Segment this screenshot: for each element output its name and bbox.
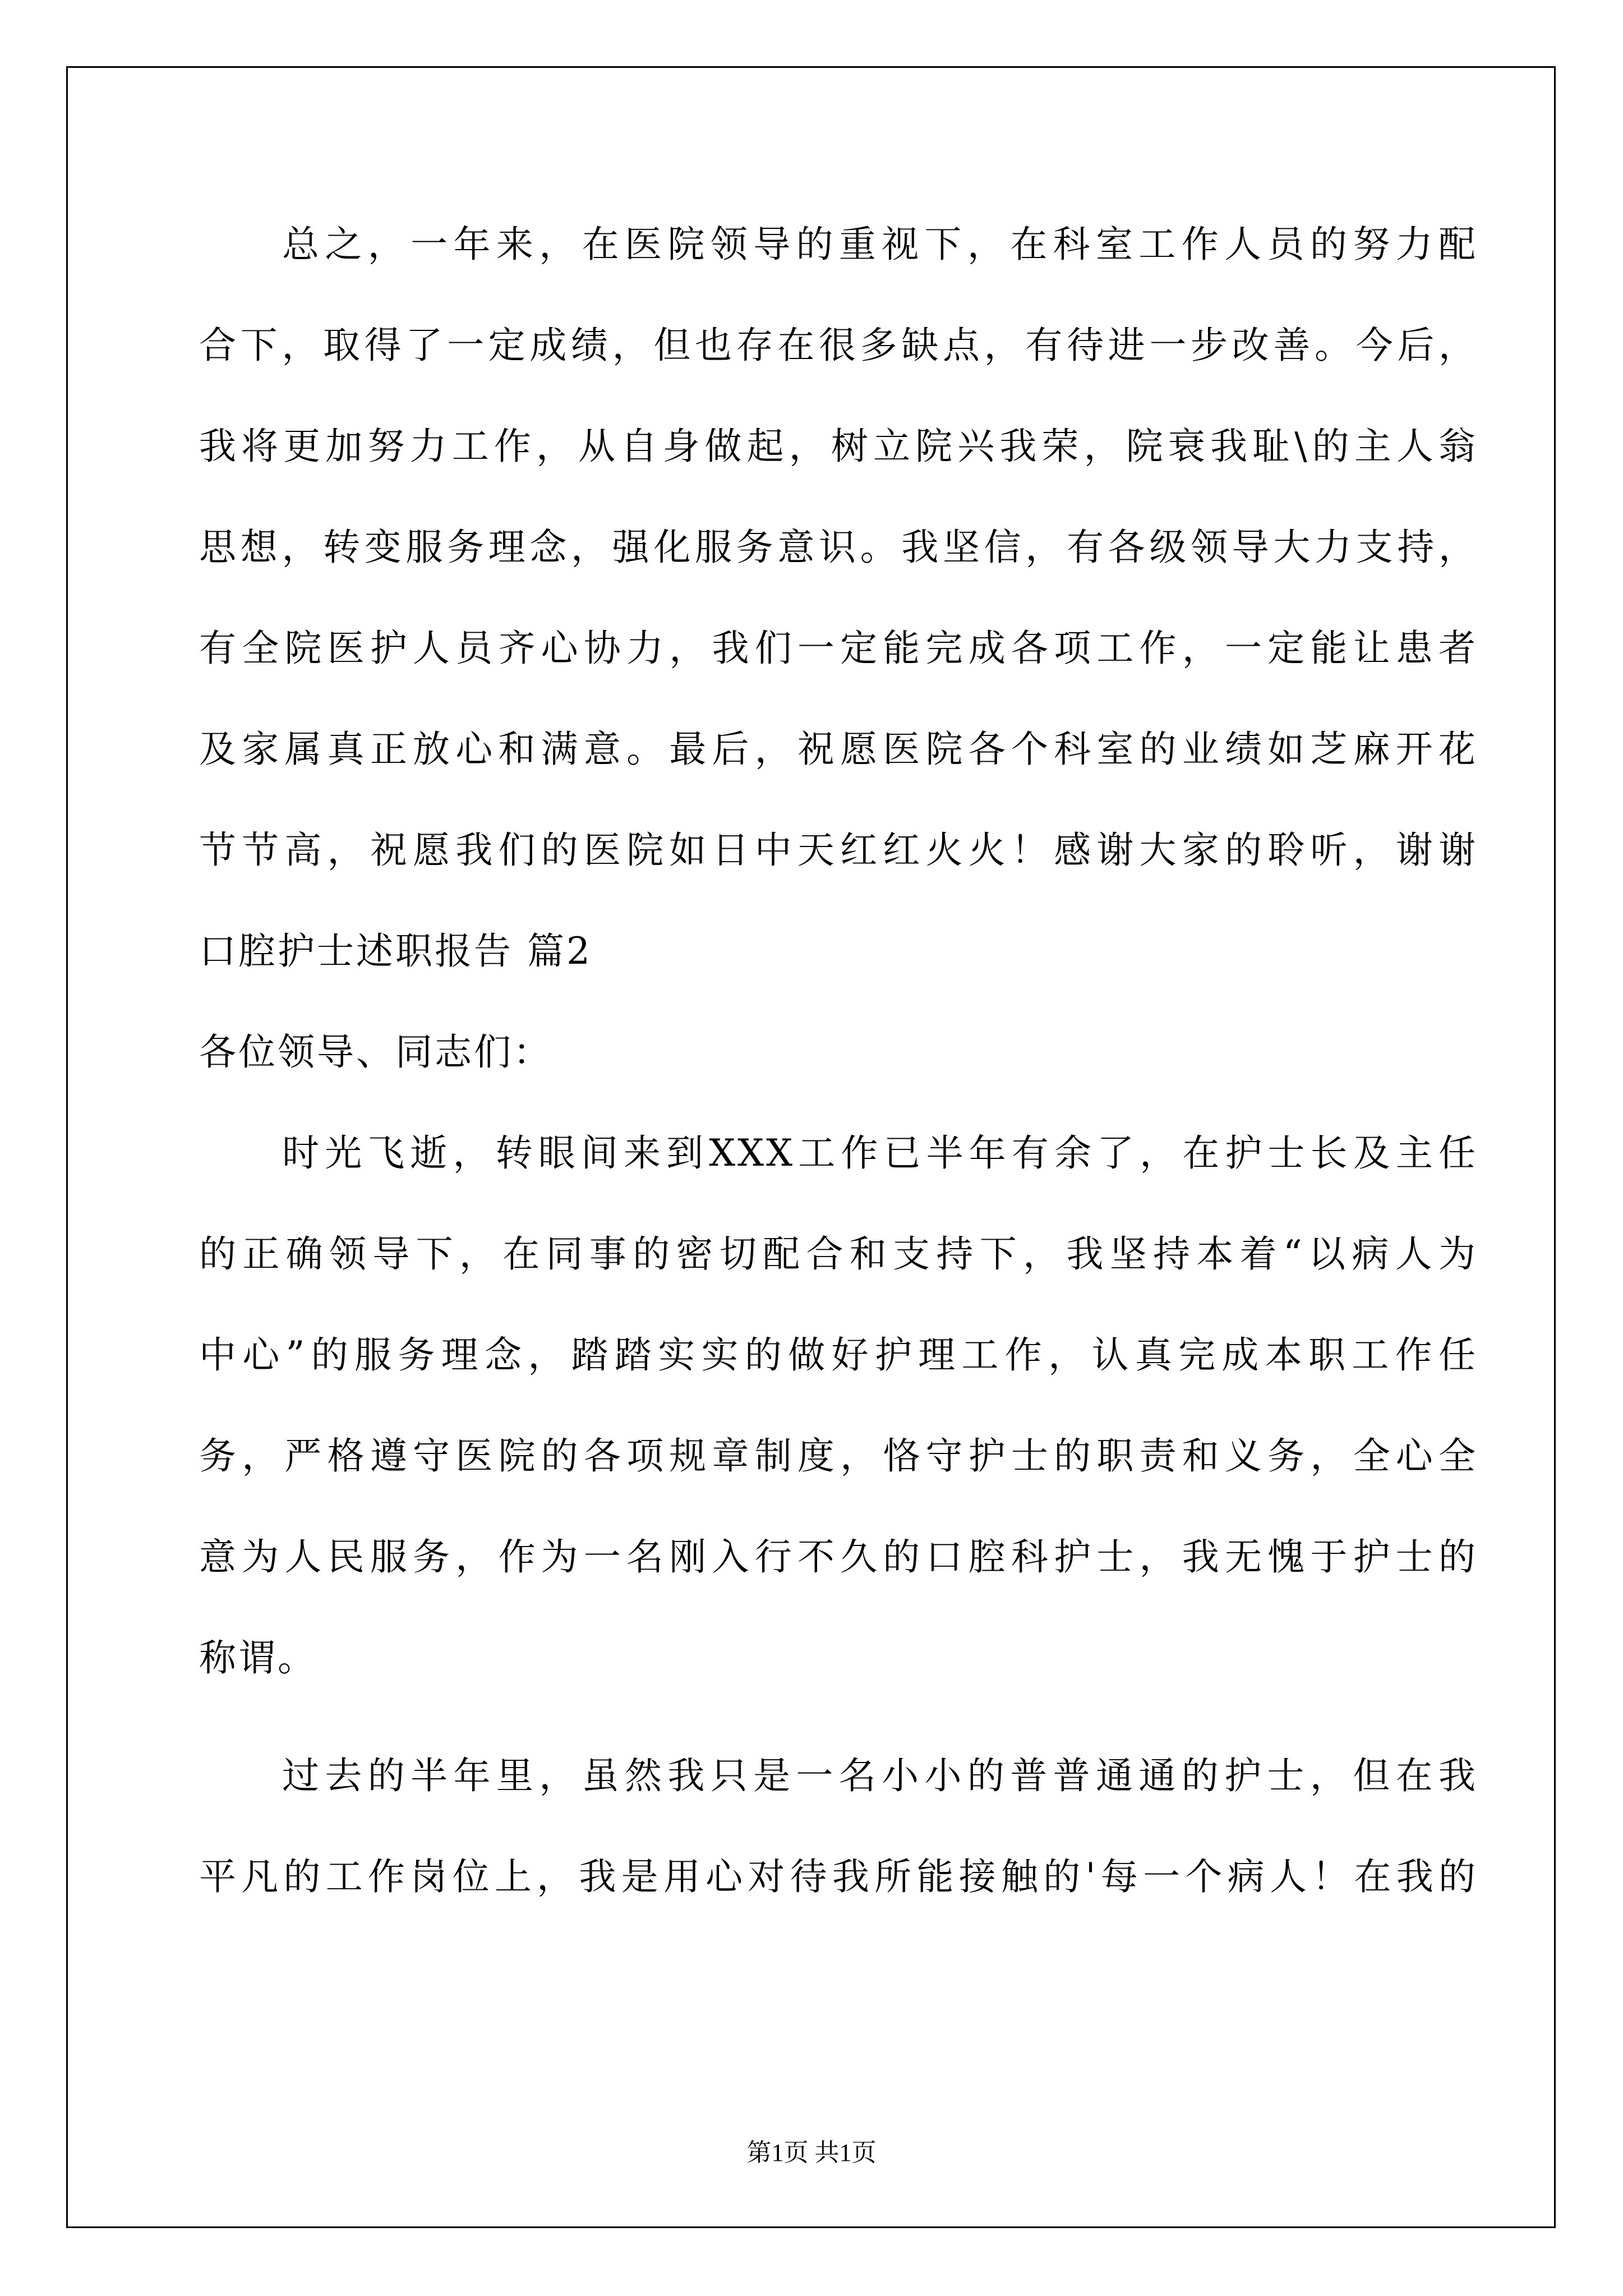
text-line: 及家属真正放心和满意。最后，祝愿医院各个科室的业绩如芝麻开花 bbox=[199, 728, 1478, 771]
text-line: 平凡的工作岗位上，我是用心对待我所能接触的'每一个病人！在我的 bbox=[199, 1855, 1478, 1898]
text-line: 时光飞逝，转眼间来到XXX工作已半年有余了，在护士长及主任 bbox=[282, 1131, 1478, 1175]
text-line: 合下，取得了一定成绩，但也存在很多缺点，有待进一步改善。今后， bbox=[199, 324, 1478, 367]
text-line: 有全院医护人员齐心协力，我们一定能完成各项工作，一定能让患者 bbox=[199, 627, 1478, 670]
page-footer: 第1页 共1页 bbox=[746, 2139, 877, 2166]
text-line: 思想，转变服务理念，强化服务意识。我坚信，有各级领导大力支持， bbox=[199, 526, 1478, 569]
section-heading: 口腔护士述职报告 篇2 bbox=[199, 930, 592, 973]
text-line: 我将更加努力工作，从自身做起，树立院兴我荣，院衰我耻\的主人翁 bbox=[199, 425, 1478, 468]
text-line: 称谓。 bbox=[199, 1636, 317, 1680]
text-line: 务，严格遵守医院的各项规章制度，恪守护士的职责和义务，全心全 bbox=[199, 1434, 1478, 1478]
text-line: 过去的半年里，虽然我只是一名小小的普普通通的护士，但在我 bbox=[282, 1754, 1478, 1797]
text-line: 节节高，祝愿我们的医院如日中天红红火火！感谢大家的聆听，谢谢 bbox=[199, 829, 1478, 872]
text-line: 意为人民服务，作为一名刚入行不久的口腔科护士，我无愧于护士的 bbox=[199, 1535, 1478, 1579]
text-line: 中心”的服务理念，踏踏实实的做好护理工作，认真完成本职工作任 bbox=[199, 1333, 1478, 1377]
text-line: 的正确领导下，在同事的密切配合和支持下，我坚持本着“以病人为 bbox=[199, 1232, 1478, 1276]
text-line: 总之，一年来，在医院领导的重视下，在科室工作人员的努力配 bbox=[282, 223, 1478, 266]
salutation: 各位领导、同志们： bbox=[199, 1030, 552, 1074]
